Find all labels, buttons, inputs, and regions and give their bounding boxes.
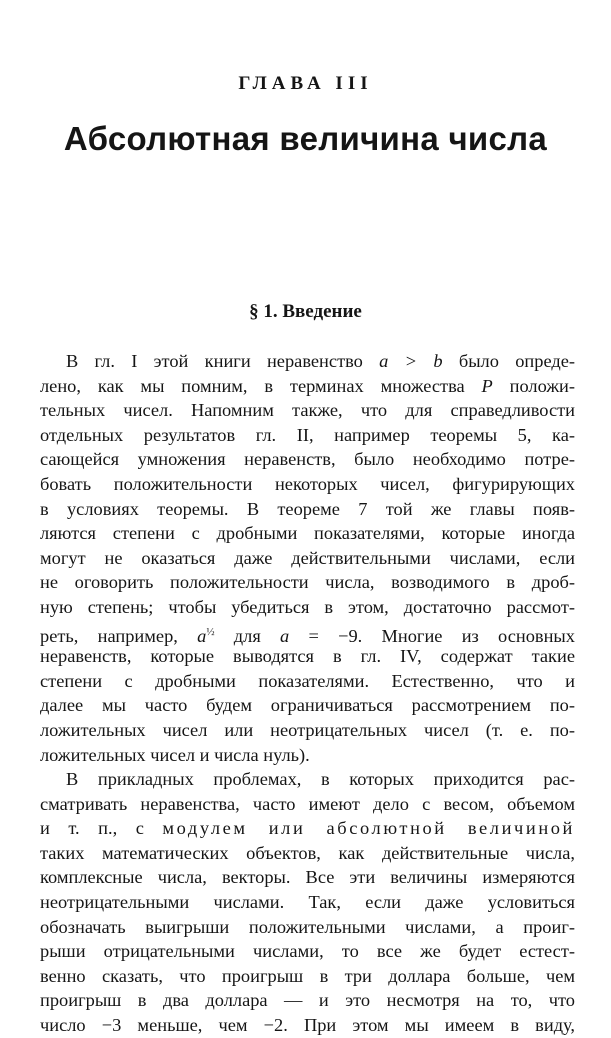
text-line: бовать положительности некоторых чисел, фигурирующих [40, 473, 575, 494]
text-line: далее мы часто будем ограничиваться рассмотрением по- [40, 695, 575, 716]
spaced-emphasis: модулем или абсолютной величиной [162, 818, 575, 839]
text-segment: положи- [492, 375, 576, 396]
body-text [40, 349, 575, 1038]
text-line: ную степень; чтобы убедиться в этом, достаточно рассмот- [40, 596, 575, 617]
text-line: ложительных чисел или неотрицательных чисел (т. е. по- [40, 719, 575, 740]
text-segment: реть, например, [40, 625, 198, 646]
text-line: сающейся умножения неравенств, было необходимо потре- [40, 449, 575, 470]
text-line: неотрицательными числами. Так, если даже условиться [40, 892, 575, 913]
text-line: рыши отрицательными числами, то все же будет естест- [40, 941, 575, 962]
text-line: таких математических объектов, как действительные числа, [40, 842, 575, 863]
text-line: ложительных чисел и числа нуль). [40, 744, 310, 765]
text-line: проигрыш в два доллара — и это несмотря на то, что [40, 990, 575, 1011]
math-inequality: a > b [379, 351, 443, 371]
text-line: неравенств, которые выводятся в гл. IV, содержат такие [40, 646, 575, 667]
chapter-title: Абсолютная величина числа [63, 120, 548, 157]
text-line: отдельных результатов гл. II, например теоремы 5, ка- [40, 424, 575, 445]
text-line: сматривать неравенства, часто имеют дело с весом, объемом [40, 793, 575, 814]
text-line: комплексные числа, векторы. Все эти величины измеряются [40, 867, 575, 888]
text-line: степени с дробными показателями. Естественно, что и [40, 670, 575, 691]
text-segment: было опреде- [442, 351, 576, 371]
text-line: число −3 меньше, чем −2. При этом мы имеем в виду, [40, 1015, 575, 1036]
chapter-label: ГЛАВА III [238, 73, 373, 94]
text-line [40, 816, 575, 841]
section-title: § 1. Введение [249, 301, 362, 322]
text-segment: В гл. I этой книги неравенство [66, 351, 380, 371]
text-segment: = −9. Многие из основных [289, 625, 575, 646]
math-exponent: ½ [206, 625, 215, 638]
text-line: тельных чисел. Напомним также, что для справедливости [40, 400, 575, 421]
text-line: могут не оказаться даже действительными числами, если [40, 547, 575, 568]
text-segment: лено, как мы помним, в терминах множества [40, 375, 482, 396]
text-line: не оговорить положительности числа, возводимого в дроб- [40, 572, 575, 593]
text-line: в условиях теоремы. В теореме 7 той же главы появ- [40, 498, 575, 519]
math-set-symbol: P [481, 375, 493, 396]
text-line [40, 349, 575, 374]
text-line [40, 620, 575, 645]
text-line: ляются степени с дробными показателями, которые иногда [40, 523, 575, 544]
text-line: обозначать выигрыши положительными числами, а проиг- [40, 916, 575, 937]
text-line [40, 374, 575, 399]
text-line: В прикладных проблемах, в которых приходится рас- [66, 769, 575, 790]
text-line: венно сказать, что проигрыш в три доллара больше, чем [40, 965, 575, 986]
text-segment: для [214, 625, 281, 646]
math-variable: a [197, 625, 207, 646]
math-variable: a [280, 625, 290, 646]
text-segment: и т. п., с [40, 818, 163, 839]
